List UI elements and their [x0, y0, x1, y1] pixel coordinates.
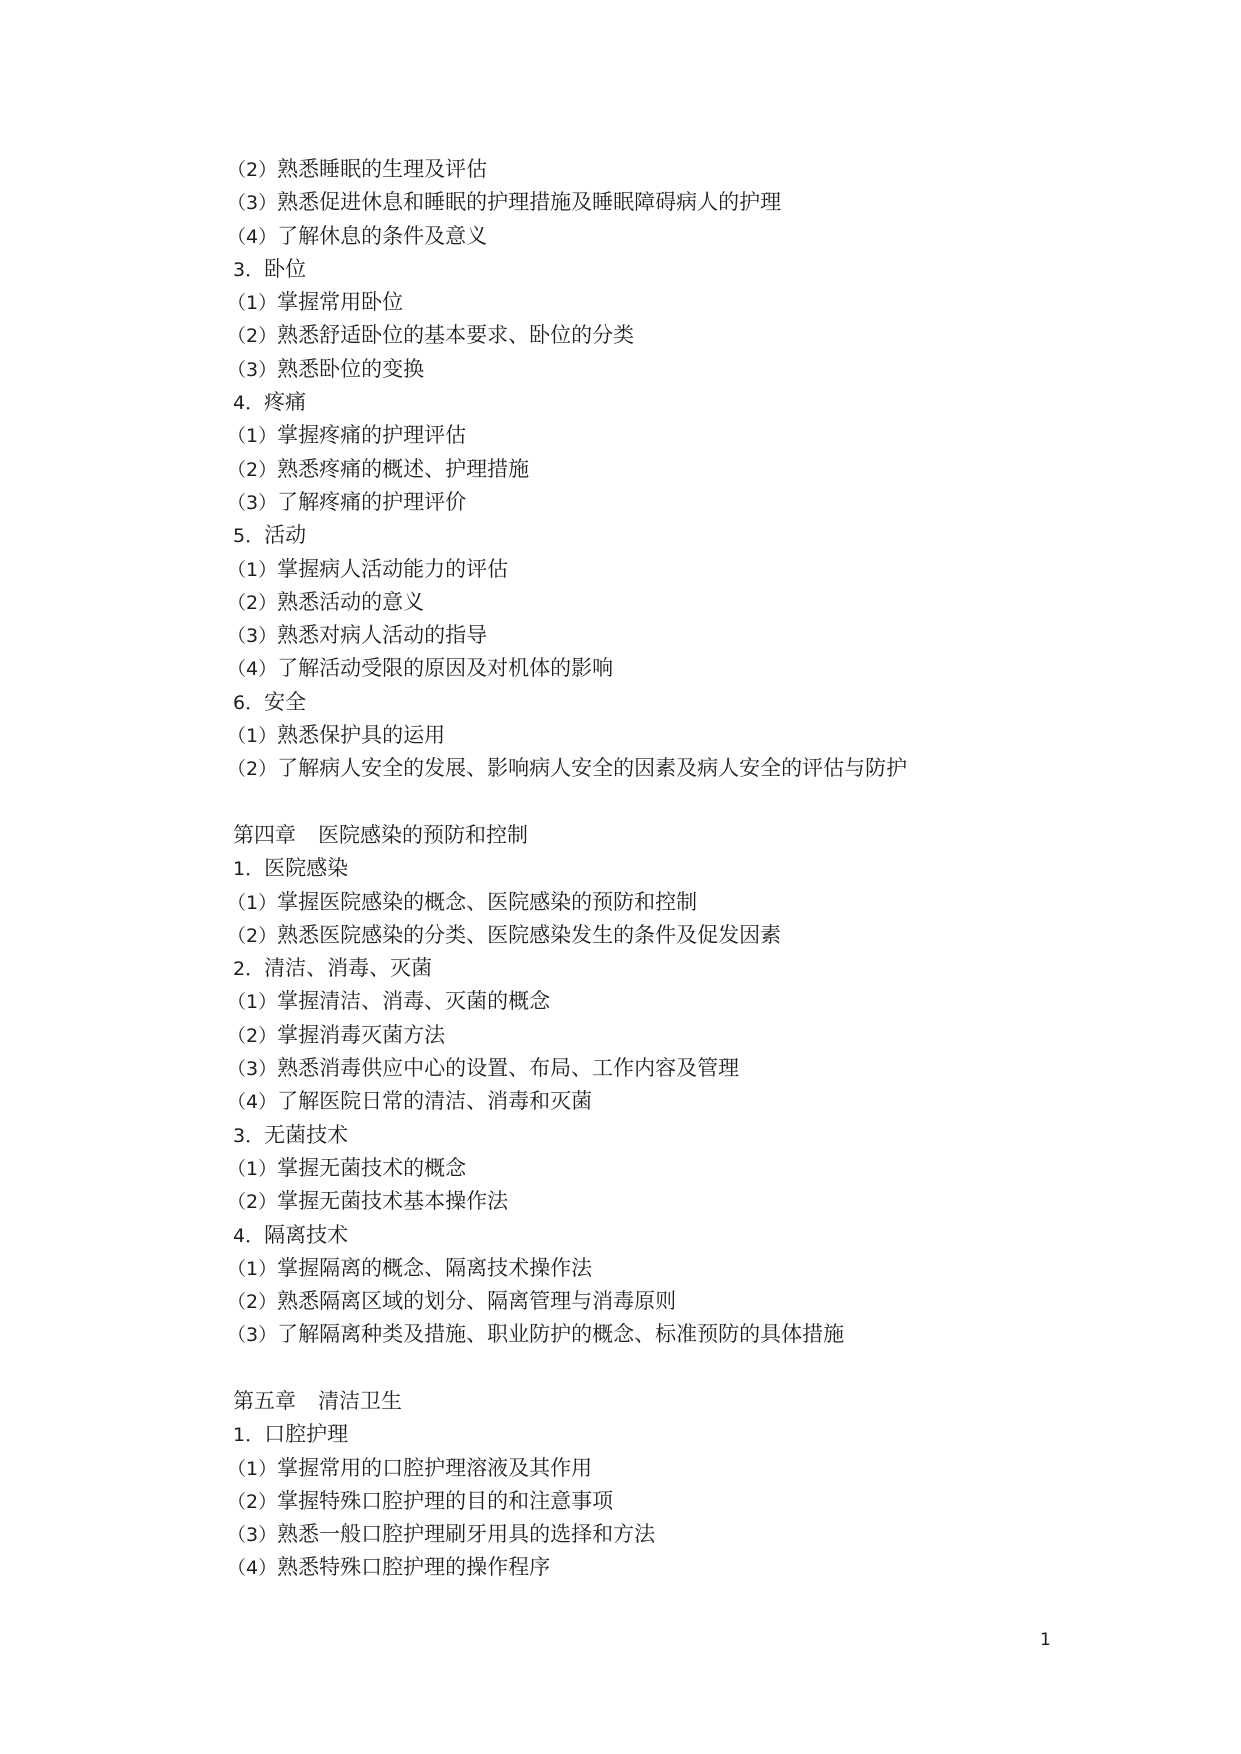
item-text: 熟悉对病人活动的指导 — [277, 623, 488, 648]
subsection-line — [227, 985, 1133, 1018]
subsection-line — [227, 1452, 1133, 1485]
item-text: 掌握隔离的概念、隔离技术操作法 — [277, 1255, 593, 1280]
subsection-line — [227, 1551, 1133, 1584]
subsection-line — [227, 286, 1133, 319]
item-text: 掌握病人活动能力的评估 — [277, 556, 509, 581]
item-number: （2） — [227, 1291, 278, 1314]
page-number: 1 — [1040, 1630, 1051, 1650]
item-text: 掌握无菌技术基本操作法 — [277, 1189, 509, 1214]
section-heading — [233, 519, 1133, 552]
subsection-line — [227, 1019, 1133, 1052]
chapter-heading — [233, 819, 1133, 852]
subsection-line — [227, 886, 1133, 919]
item-number: （1） — [227, 891, 278, 914]
content-block — [227, 1385, 1133, 1585]
item-number: （2） — [227, 924, 278, 947]
item-text: 熟悉卧位的变换 — [277, 356, 425, 381]
section-title: 卧位 — [264, 256, 307, 281]
item-number: （3） — [227, 358, 278, 381]
section-heading — [233, 952, 1133, 985]
section-heading — [233, 1418, 1133, 1451]
section-number: 4． — [233, 392, 265, 415]
item-text: 掌握消毒灭菌方法 — [277, 1022, 446, 1047]
section-number: 4． — [233, 1224, 265, 1247]
item-number: （2） — [227, 1024, 278, 1047]
subsection-line — [227, 186, 1133, 219]
item-number: （1） — [227, 558, 278, 581]
section-heading — [233, 253, 1133, 286]
item-number: （4） — [227, 1091, 278, 1114]
item-number: （4） — [227, 658, 278, 681]
chapter-label: 第四章 — [233, 822, 296, 847]
subsection-line — [227, 153, 1133, 186]
item-text: 熟悉特殊口腔护理的操作程序 — [277, 1555, 551, 1580]
item-text: 熟悉活动的意义 — [277, 589, 425, 614]
section-heading — [233, 1119, 1133, 1152]
section-title: 疼痛 — [264, 390, 307, 415]
section-title: 安全 — [264, 689, 307, 714]
section-title: 医院感染 — [264, 856, 349, 881]
item-number: （2） — [227, 591, 278, 614]
subsection-line — [227, 1518, 1133, 1551]
item-number: （1） — [227, 991, 278, 1014]
item-text: 掌握常用的口腔护理溶液及其作用 — [277, 1455, 593, 1480]
item-text: 了解疼痛的护理评价 — [277, 489, 467, 514]
item-number: （2） — [227, 325, 278, 348]
section-number: 1． — [233, 858, 265, 881]
section-number: 3． — [233, 258, 265, 281]
subsection-line — [227, 919, 1133, 952]
section-title: 口腔护理 — [264, 1422, 349, 1447]
item-number: （1） — [227, 1257, 278, 1280]
section-heading — [233, 686, 1133, 719]
subsection-line — [227, 319, 1133, 352]
item-text: 了解隔离种类及措施、职业防护的概念、标准预防的具体措施 — [277, 1322, 845, 1347]
section-heading — [233, 1219, 1133, 1252]
section-number: 1． — [233, 1424, 265, 1447]
item-text: 熟悉睡眠的生理及评估 — [277, 157, 488, 181]
item-text: 熟悉消毒供应中心的设置、布局、工作内容及管理 — [277, 1056, 740, 1081]
item-text: 掌握疼痛的护理评估 — [277, 423, 467, 448]
chapter-title: 清洁卫生 — [318, 1388, 402, 1413]
item-number: （2） — [227, 758, 278, 781]
subsection-line — [227, 1052, 1133, 1085]
item-number: （1） — [227, 725, 278, 748]
blank-line — [233, 1352, 1133, 1385]
blank-line — [233, 786, 1133, 819]
item-number: （2） — [227, 1191, 278, 1214]
content-block — [227, 153, 1133, 786]
item-text: 掌握特殊口腔护理的目的和注意事项 — [277, 1488, 614, 1513]
content-block — [227, 819, 1133, 1352]
item-text: 熟悉疼痛的概述、护理措施 — [277, 456, 530, 481]
section-number: 5． — [233, 525, 265, 548]
subsection-line — [227, 1318, 1133, 1351]
section-title: 活动 — [264, 523, 307, 548]
item-number: （1） — [227, 425, 278, 448]
item-number: （4） — [227, 225, 278, 248]
item-number: （2） — [227, 458, 278, 481]
item-number: （3） — [227, 192, 278, 215]
subsection-line — [227, 553, 1133, 586]
subsection-line — [227, 1485, 1133, 1518]
item-text: 了解休息的条件及意义 — [277, 223, 488, 248]
item-text: 了解活动受限的原因及对机体的影响 — [277, 656, 614, 681]
subsection-line — [227, 419, 1133, 452]
subsection-line — [227, 619, 1133, 652]
chapter-label: 第五章 — [233, 1388, 296, 1413]
item-number: （3） — [227, 491, 278, 514]
document-body — [227, 153, 1133, 1585]
item-number: （1） — [227, 292, 278, 315]
section-heading — [233, 386, 1133, 419]
section-title: 清洁、消毒、灭菌 — [264, 956, 433, 981]
subsection-line — [227, 1185, 1133, 1218]
subsection-line — [227, 652, 1133, 685]
item-number: （1） — [227, 1457, 278, 1480]
section-title: 无菌技术 — [264, 1122, 349, 1147]
item-text: 熟悉一般口腔护理刷牙用具的选择和方法 — [277, 1522, 656, 1547]
subsection-line — [227, 1152, 1133, 1185]
item-text: 熟悉隔离区域的划分、隔离管理与消毒原则 — [277, 1289, 677, 1314]
item-number: （1） — [227, 1157, 278, 1180]
item-text: 熟悉促进休息和睡眠的护理措施及睡眠障碍病人的护理 — [277, 190, 782, 215]
item-text: 熟悉舒适卧位的基本要求、卧位的分类 — [277, 323, 635, 348]
item-text: 了解病人安全的发展、影响病人安全的因素及病人安全的评估与防护 — [277, 756, 908, 781]
chapter-heading — [233, 1385, 1133, 1418]
chapter-title: 医院感染的预防和控制 — [318, 822, 528, 847]
item-number: （3） — [227, 625, 278, 648]
item-text: 掌握清洁、消毒、灭菌的概念 — [277, 989, 551, 1014]
subsection-line — [227, 1085, 1133, 1118]
item-text: 掌握常用卧位 — [277, 290, 404, 315]
subsection-line — [227, 486, 1133, 519]
section-number: 3． — [233, 1124, 265, 1147]
subsection-line — [227, 586, 1133, 619]
section-title: 隔离技术 — [264, 1222, 349, 1247]
subsection-line — [227, 1252, 1133, 1285]
item-text: 掌握医院感染的概念、医院感染的预防和控制 — [277, 889, 698, 914]
subsection-line — [227, 1285, 1133, 1318]
subsection-line — [227, 453, 1133, 486]
item-text: 熟悉医院感染的分类、医院感染发生的条件及促发因素 — [277, 922, 782, 947]
item-number: （2） — [227, 1490, 278, 1513]
item-text: 掌握无菌技术的概念 — [277, 1155, 467, 1180]
subsection-line — [227, 752, 1133, 785]
subsection-line — [227, 220, 1133, 253]
item-number: （2） — [227, 159, 278, 181]
item-number: （3） — [227, 1058, 278, 1081]
item-number: （4） — [227, 1557, 278, 1580]
section-number: 6． — [233, 691, 265, 714]
section-number: 2． — [233, 958, 265, 981]
item-text: 了解医院日常的清洁、消毒和灭菌 — [277, 1089, 593, 1114]
item-text: 熟悉保护具的运用 — [277, 723, 446, 748]
subsection-line — [227, 719, 1133, 752]
section-heading — [233, 852, 1133, 885]
item-number: （3） — [227, 1324, 278, 1347]
item-number: （3） — [227, 1524, 278, 1547]
subsection-line — [227, 353, 1133, 386]
